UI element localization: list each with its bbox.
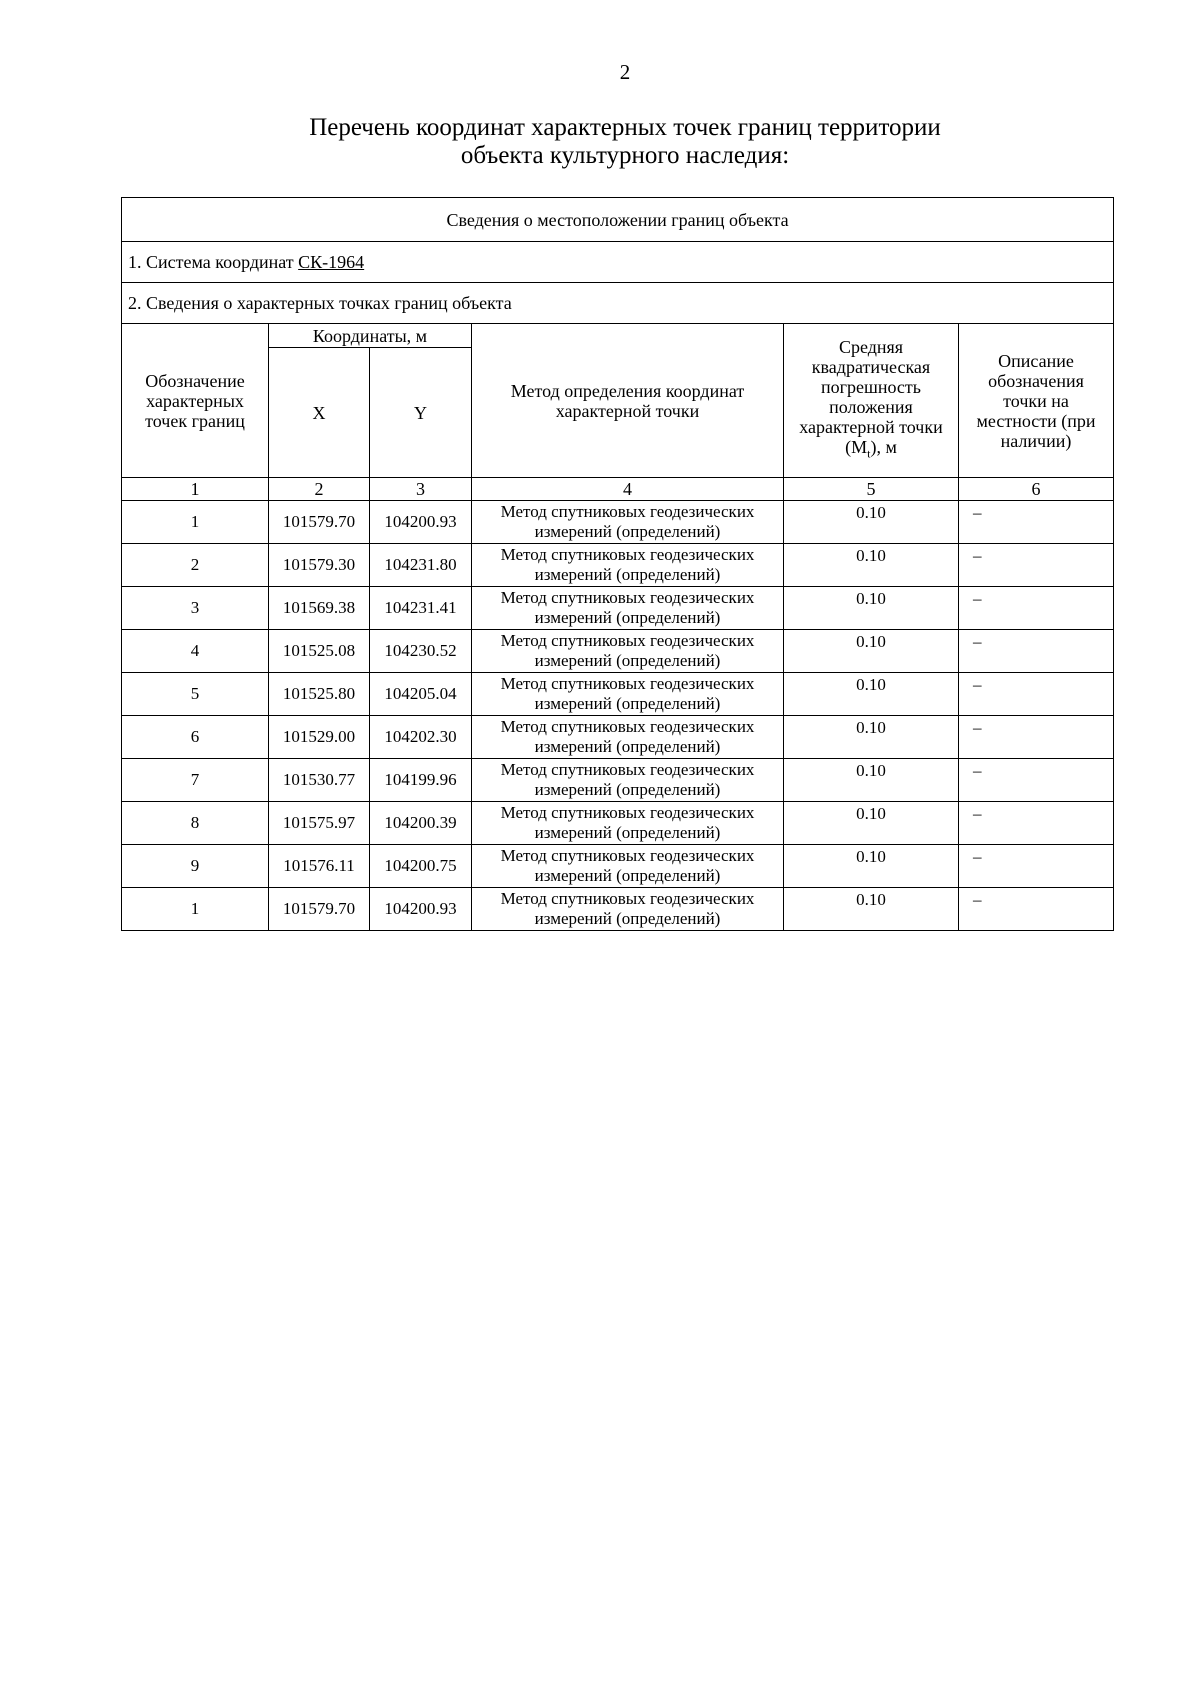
cell-error: 0.10 <box>784 630 959 673</box>
col-header-point: Обозначение характерных точек границ <box>122 324 269 478</box>
col-header-method: Метод определения координат характерной точки <box>472 324 784 478</box>
method-line-1: Метод спутниковых геодезических <box>500 846 755 865</box>
page-number: 2 <box>619 60 631 84</box>
cell-y: 104200.93 <box>370 501 472 544</box>
cell-y: 104199.96 <box>370 759 472 802</box>
col-header-x: X <box>269 348 370 478</box>
cell-y: 104230.52 <box>370 630 472 673</box>
document-title <box>0 114 1200 170</box>
table-row <box>122 587 1114 630</box>
cell-x: 101569.38 <box>269 587 370 630</box>
method-line-1: Метод спутниковых геодезических <box>500 717 755 736</box>
cell-y: 104202.30 <box>370 716 472 759</box>
cell-y: 104231.41 <box>370 587 472 630</box>
method-line-2: измерений (определений) <box>534 780 721 799</box>
points-info-header: 2. Сведения о характерных точках границ объекта <box>122 283 1114 324</box>
method-line-1: Метод спутниковых геодезических <box>500 889 755 908</box>
cell-method <box>472 716 784 759</box>
cell-description: – <box>959 845 1114 888</box>
cell-point: 8 <box>122 802 269 845</box>
method-line-2: измерений (определений) <box>534 866 721 885</box>
cell-method <box>472 673 784 716</box>
cell-method <box>472 759 784 802</box>
method-line-1: Метод спутниковых геодезических <box>500 588 755 607</box>
coordinate-system-name: СК-1964 <box>298 252 365 272</box>
method-line-2: измерений (определений) <box>534 823 721 842</box>
col-number: 1 <box>122 478 269 501</box>
cell-x: 101575.97 <box>269 802 370 845</box>
col-header-error <box>784 324 959 478</box>
cell-method <box>472 544 784 587</box>
cell-description: – <box>959 888 1114 931</box>
method-line-2: измерений (определений) <box>534 565 721 584</box>
cell-x: 101579.30 <box>269 544 370 587</box>
cell-method <box>472 587 784 630</box>
method-line-1: Метод спутниковых геодезических <box>500 803 755 822</box>
cell-x: 101579.70 <box>269 888 370 931</box>
cell-error: 0.10 <box>784 802 959 845</box>
cell-error: 0.10 <box>784 587 959 630</box>
col-number: 6 <box>959 478 1114 501</box>
method-line-2: измерений (определений) <box>534 909 721 928</box>
table-row <box>122 802 1114 845</box>
cell-point: 2 <box>122 544 269 587</box>
col-number: 3 <box>370 478 472 501</box>
col-number: 2 <box>269 478 370 501</box>
cell-error: 0.10 <box>784 544 959 587</box>
method-line-2: измерений (определений) <box>534 694 721 713</box>
method-line-1: Метод спутниковых геодезических <box>500 545 755 564</box>
method-line-2: измерений (определений) <box>534 737 721 756</box>
cell-x: 101529.00 <box>269 716 370 759</box>
method-line-1: Метод спутниковых геодезических <box>500 760 755 779</box>
col-header-coords: Координаты, м <box>269 324 472 348</box>
cell-y: 104200.39 <box>370 802 472 845</box>
col-header-error-text: Средняя квадратическая погрешность положения характерной точки (M <box>799 337 943 458</box>
col-number: 5 <box>784 478 959 501</box>
table-row <box>122 845 1114 888</box>
cell-description: – <box>959 802 1114 845</box>
table-row <box>122 716 1114 759</box>
table-row <box>122 501 1114 544</box>
table-row <box>122 759 1114 802</box>
cell-description: – <box>959 501 1114 544</box>
table-row <box>122 630 1114 673</box>
cell-y: 104200.93 <box>370 888 472 931</box>
cell-error: 0.10 <box>784 501 959 544</box>
section-header: Сведения о местоположении границ объекта <box>122 198 1114 242</box>
cell-x: 101530.77 <box>269 759 370 802</box>
table-row <box>122 888 1114 931</box>
cell-y: 104205.04 <box>370 673 472 716</box>
cell-y: 104200.75 <box>370 845 472 888</box>
method-line-2: измерений (определений) <box>534 608 721 627</box>
coordinates-table <box>121 197 1114 931</box>
cell-description: – <box>959 587 1114 630</box>
table-row <box>122 544 1114 587</box>
table-row <box>122 673 1114 716</box>
cell-error: 0.10 <box>784 673 959 716</box>
coordinate-system-label: 1. Система координат <box>128 252 294 272</box>
cell-x: 101525.08 <box>269 630 370 673</box>
cell-point: 3 <box>122 587 269 630</box>
cell-method <box>472 845 784 888</box>
col-header-desc: Описание обозначения точки на местности (при наличии) <box>959 324 1114 478</box>
document-title-line-2: объекта культурного наследия: <box>460 142 790 169</box>
cell-error: 0.10 <box>784 845 959 888</box>
cell-description: – <box>959 544 1114 587</box>
cell-point: 5 <box>122 673 269 716</box>
cell-description: – <box>959 630 1114 673</box>
cell-description: – <box>959 716 1114 759</box>
cell-method <box>472 501 784 544</box>
cell-y: 104231.80 <box>370 544 472 587</box>
method-line-1: Метод спутниковых геодезических <box>500 631 755 650</box>
cell-x: 101576.11 <box>269 845 370 888</box>
cell-point: 4 <box>122 630 269 673</box>
method-line-2: измерений (определений) <box>534 651 721 670</box>
col-number: 4 <box>472 478 784 501</box>
method-line-1: Метод спутниковых геодезических <box>500 674 755 693</box>
cell-x: 101525.80 <box>269 673 370 716</box>
cell-method <box>472 888 784 931</box>
cell-description: – <box>959 759 1114 802</box>
cell-error: 0.10 <box>784 716 959 759</box>
cell-point: 9 <box>122 845 269 888</box>
cell-point: 7 <box>122 759 269 802</box>
method-line-2: измерений (определений) <box>534 522 721 541</box>
col-header-error-unit: ), м <box>870 437 897 458</box>
cell-x: 101579.70 <box>269 501 370 544</box>
method-line-1: Метод спутниковых геодезических <box>500 502 755 521</box>
cell-point: 6 <box>122 716 269 759</box>
cell-point: 1 <box>122 501 269 544</box>
cell-method <box>472 630 784 673</box>
coordinate-system-row <box>122 242 1114 283</box>
col-header-error-subscript: t <box>867 446 871 461</box>
cell-method <box>472 802 784 845</box>
col-header-y: Y <box>370 348 472 478</box>
cell-error: 0.10 <box>784 759 959 802</box>
cell-description: – <box>959 673 1114 716</box>
cell-error: 0.10 <box>784 888 959 931</box>
cell-point: 1 <box>122 888 269 931</box>
document-title-line-1: Перечень координат характерных точек границ территории <box>309 114 941 141</box>
